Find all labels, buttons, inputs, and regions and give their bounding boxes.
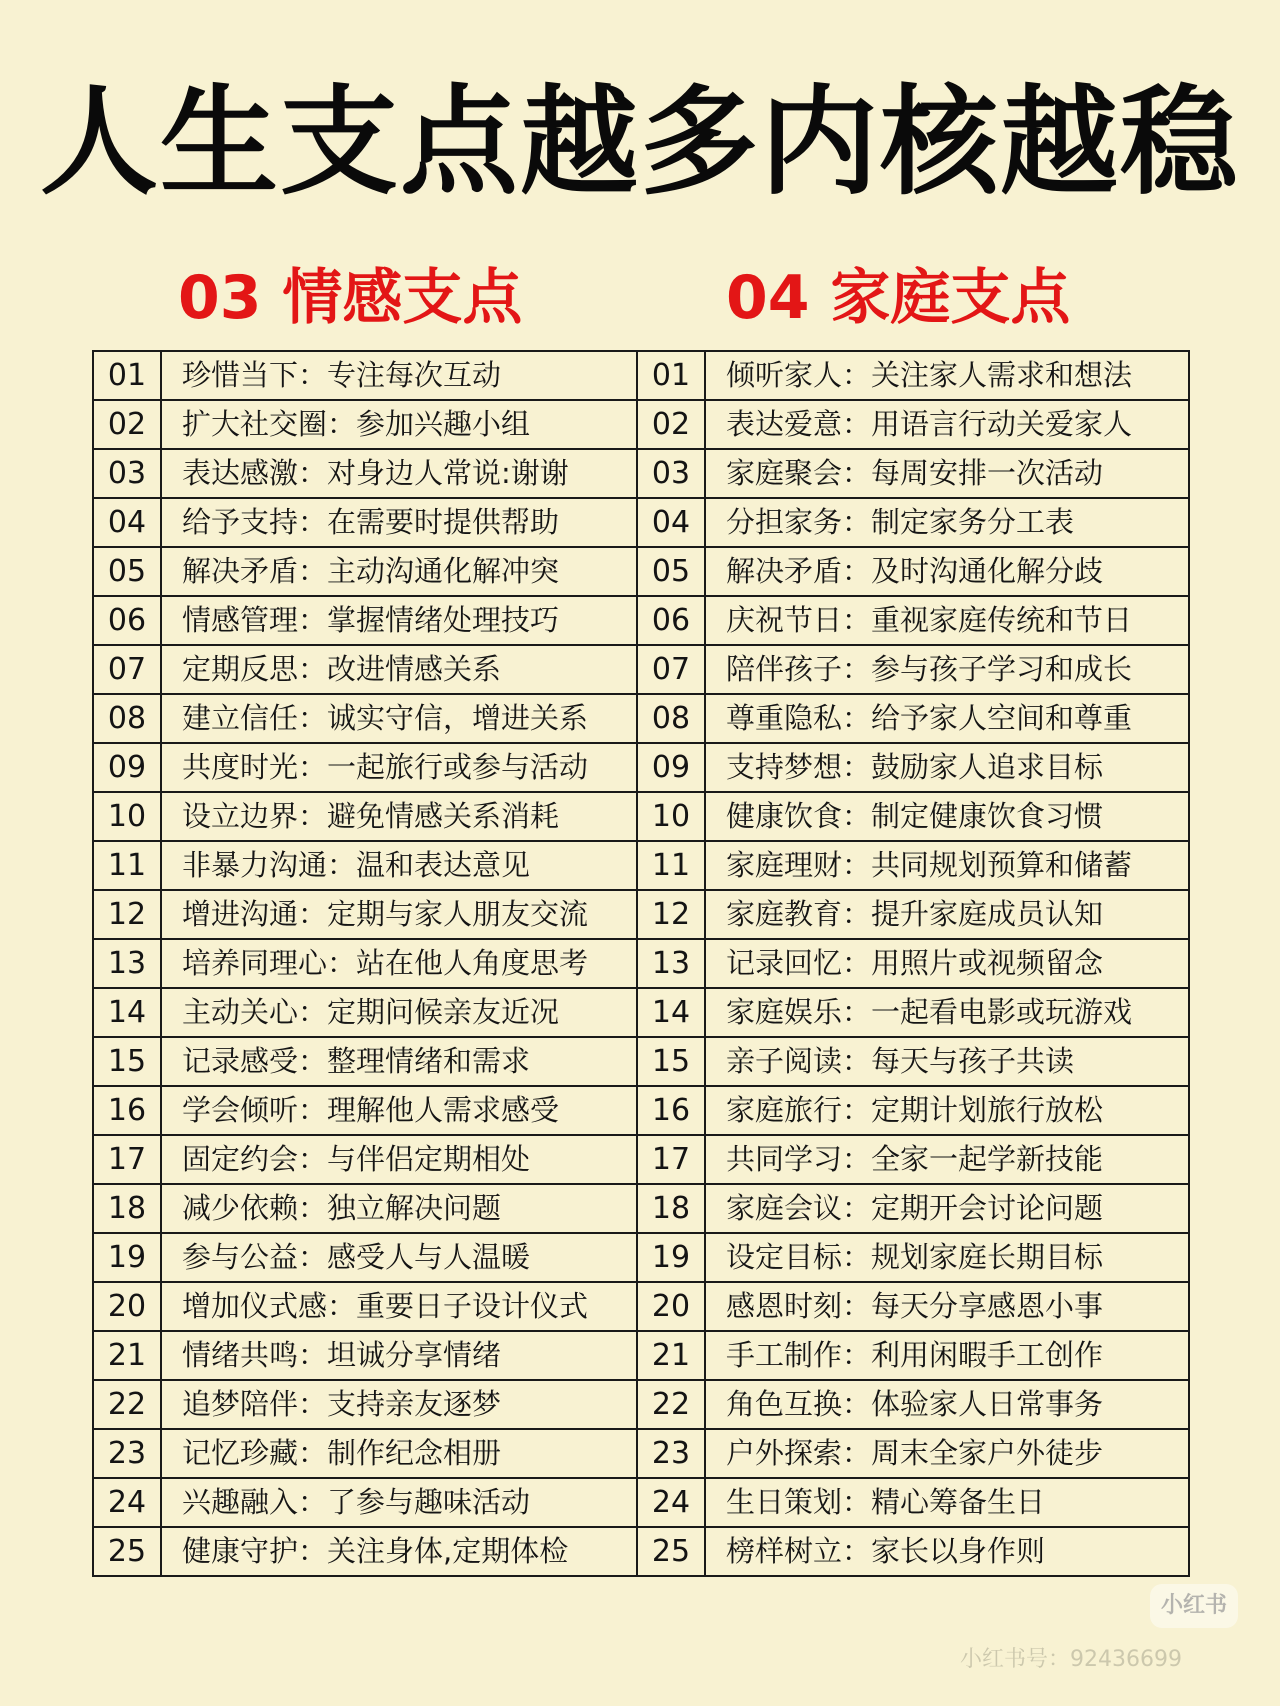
table-row <box>93 645 1189 694</box>
family-item-text: 家庭旅行：定期计划旅行放松 <box>705 1086 1189 1135</box>
family-item-number: 19 <box>637 1233 705 1282</box>
emotional-item-number: 18 <box>93 1184 161 1233</box>
family-item-number: 02 <box>637 400 705 449</box>
emotional-item-text: 减少依赖：独立解决问题 <box>161 1184 637 1233</box>
emotional-item-number: 05 <box>93 547 161 596</box>
family-item-number: 17 <box>637 1135 705 1184</box>
family-item-number: 14 <box>637 988 705 1037</box>
emotional-item-text: 共度时光：一起旅行或参与活动 <box>161 743 637 792</box>
family-item-number: 01 <box>637 351 705 400</box>
family-item-number: 09 <box>637 743 705 792</box>
table-row <box>93 1184 1189 1233</box>
family-item-number: 13 <box>637 939 705 988</box>
table-row <box>93 743 1189 792</box>
emotional-item-text: 建立信任：诚实守信，增进关系 <box>161 694 637 743</box>
family-item-text: 记录回忆：用照片或视频留念 <box>705 939 1189 988</box>
table-row <box>93 400 1189 449</box>
family-item-number: 03 <box>637 449 705 498</box>
emotional-item-text: 记忆珍藏：制作纪念相册 <box>161 1429 637 1478</box>
emotional-item-text: 表达感激：对身边人常说:谢谢 <box>161 449 637 498</box>
table-row <box>93 351 1189 400</box>
table-row <box>93 596 1189 645</box>
emotional-item-text: 学会倾听：理解他人需求感受 <box>161 1086 637 1135</box>
emotional-item-text: 主动关心：定期问候亲友近况 <box>161 988 637 1037</box>
table-row <box>93 1135 1189 1184</box>
family-item-text: 倾听家人：关注家人需求和想法 <box>705 351 1189 400</box>
emotional-item-text: 情绪共鸣：坦诚分享情绪 <box>161 1331 637 1380</box>
table-row <box>93 1233 1189 1282</box>
table-row <box>93 841 1189 890</box>
family-item-text: 家庭教育：提升家庭成员认知 <box>705 890 1189 939</box>
watermark-id: 小红书号：92436699 <box>960 1647 1182 1672</box>
emotional-item-number: 15 <box>93 1037 161 1086</box>
emotional-item-number: 01 <box>93 351 161 400</box>
emotional-item-number: 23 <box>93 1429 161 1478</box>
family-item-number: 18 <box>637 1184 705 1233</box>
table-row <box>93 449 1189 498</box>
family-item-number: 25 <box>637 1527 705 1576</box>
table-row <box>93 988 1189 1037</box>
emotional-item-text: 解决矛盾：主动沟通化解冲突 <box>161 547 637 596</box>
emotional-item-text: 兴趣融入：了参与趣味活动 <box>161 1478 637 1527</box>
family-item-text: 生日策划：精心筹备生日 <box>705 1478 1189 1527</box>
emotional-item-text: 增加仪式感：重要日子设计仪式 <box>161 1282 637 1331</box>
family-item-text: 陪伴孩子：参与孩子学习和成长 <box>705 645 1189 694</box>
emotional-item-text: 非暴力沟通：温和表达意见 <box>161 841 637 890</box>
emotional-item-number: 04 <box>93 498 161 547</box>
page-title: 人生支点越多内核越稳 <box>39 73 1240 211</box>
family-item-number: 07 <box>637 645 705 694</box>
emotional-item-number: 07 <box>93 645 161 694</box>
emotional-item-text: 培养同理心：站在他人角度思考 <box>161 939 637 988</box>
emotional-item-number: 13 <box>93 939 161 988</box>
emotional-item-number: 06 <box>93 596 161 645</box>
family-item-number: 05 <box>637 547 705 596</box>
emotional-item-text: 固定约会：与伴侣定期相处 <box>161 1135 637 1184</box>
table-row <box>93 1086 1189 1135</box>
emotional-item-number: 11 <box>93 841 161 890</box>
table-row <box>93 939 1189 988</box>
family-item-text: 榜样树立：家长以身作则 <box>705 1527 1189 1576</box>
section-heading-emotional: 03 情感支点 <box>178 263 523 333</box>
family-item-number: 08 <box>637 694 705 743</box>
emotional-item-text: 健康守护：关注身体,定期体检 <box>161 1527 637 1576</box>
family-item-text: 家庭理财：共同规划预算和储蓄 <box>705 841 1189 890</box>
emotional-item-number: 14 <box>93 988 161 1037</box>
emotional-item-number: 10 <box>93 792 161 841</box>
table-row <box>93 1527 1189 1576</box>
table-row <box>93 792 1189 841</box>
family-item-text: 亲子阅读：每天与孩子共读 <box>705 1037 1189 1086</box>
table-row <box>93 890 1189 939</box>
family-item-number: 10 <box>637 792 705 841</box>
table-row <box>93 694 1189 743</box>
family-item-text: 尊重隐私：给予家人空间和尊重 <box>705 694 1189 743</box>
emotional-item-number: 03 <box>93 449 161 498</box>
emotional-item-number: 16 <box>93 1086 161 1135</box>
table-row <box>93 498 1189 547</box>
emotional-item-number: 12 <box>93 890 161 939</box>
family-item-text: 分担家务：制定家务分工表 <box>705 498 1189 547</box>
family-item-text: 支持梦想：鼓励家人追求目标 <box>705 743 1189 792</box>
family-item-text: 感恩时刻：每天分享感恩小事 <box>705 1282 1189 1331</box>
table-row <box>93 547 1189 596</box>
fulcrum-table-body <box>93 351 1189 1576</box>
table-row <box>93 1282 1189 1331</box>
table-row <box>93 1331 1189 1380</box>
emotional-item-text: 扩大社交圈：参加兴趣小组 <box>161 400 637 449</box>
emotional-item-number: 21 <box>93 1331 161 1380</box>
emotional-item-number: 08 <box>93 694 161 743</box>
emotional-item-number: 02 <box>93 400 161 449</box>
emotional-item-text: 参与公益：感受人与人温暖 <box>161 1233 637 1282</box>
table-row <box>93 1037 1189 1086</box>
emotional-item-number: 19 <box>93 1233 161 1282</box>
family-item-number: 20 <box>637 1282 705 1331</box>
emotional-item-number: 25 <box>93 1527 161 1576</box>
emotional-item-number: 24 <box>93 1478 161 1527</box>
family-item-text: 角色互换：体验家人日常事务 <box>705 1380 1189 1429</box>
emotional-item-number: 20 <box>93 1282 161 1331</box>
family-item-text: 表达爱意：用语言行动关爱家人 <box>705 400 1189 449</box>
family-item-text: 共同学习：全家一起学新技能 <box>705 1135 1189 1184</box>
section-heading-family: 04 家庭支点 <box>726 263 1071 333</box>
family-item-text: 家庭娱乐：一起看电影或玩游戏 <box>705 988 1189 1037</box>
family-item-number: 24 <box>637 1478 705 1527</box>
family-item-text: 庆祝节日：重视家庭传统和节日 <box>705 596 1189 645</box>
family-item-number: 04 <box>637 498 705 547</box>
emotional-item-number: 22 <box>93 1380 161 1429</box>
watermark-logo: 小红书 <box>1150 1584 1238 1628</box>
family-item-text: 健康饮食：制定健康饮食习惯 <box>705 792 1189 841</box>
table-row <box>93 1429 1189 1478</box>
fulcrum-table <box>92 350 1190 1577</box>
emotional-item-number: 17 <box>93 1135 161 1184</box>
family-item-number: 22 <box>637 1380 705 1429</box>
table-row <box>93 1380 1189 1429</box>
emotional-item-text: 追梦陪伴：支持亲友逐梦 <box>161 1380 637 1429</box>
family-item-text: 户外探索：周末全家户外徒步 <box>705 1429 1189 1478</box>
family-item-text: 手工制作：利用闲暇手工创作 <box>705 1331 1189 1380</box>
emotional-item-text: 给予支持：在需要时提供帮助 <box>161 498 637 547</box>
emotional-item-text: 情感管理：掌握情绪处理技巧 <box>161 596 637 645</box>
emotional-item-text: 设立边界：避免情感关系消耗 <box>161 792 637 841</box>
table-row <box>93 1478 1189 1527</box>
emotional-item-text: 增进沟通：定期与家人朋友交流 <box>161 890 637 939</box>
family-item-number: 11 <box>637 841 705 890</box>
emotional-item-text: 定期反思：改进情感关系 <box>161 645 637 694</box>
family-item-number: 16 <box>637 1086 705 1135</box>
family-item-number: 23 <box>637 1429 705 1478</box>
family-item-number: 06 <box>637 596 705 645</box>
family-item-number: 15 <box>637 1037 705 1086</box>
family-item-text: 家庭聚会：每周安排一次活动 <box>705 449 1189 498</box>
emotional-item-number: 09 <box>93 743 161 792</box>
family-item-text: 解决矛盾：及时沟通化解分歧 <box>705 547 1189 596</box>
family-item-number: 21 <box>637 1331 705 1380</box>
family-item-text: 家庭会议：定期开会讨论问题 <box>705 1184 1189 1233</box>
emotional-item-text: 记录感受：整理情绪和需求 <box>161 1037 637 1086</box>
family-item-text: 设定目标：规划家庭长期目标 <box>705 1233 1189 1282</box>
family-item-number: 12 <box>637 890 705 939</box>
emotional-item-text: 珍惜当下：专注每次互动 <box>161 351 637 400</box>
